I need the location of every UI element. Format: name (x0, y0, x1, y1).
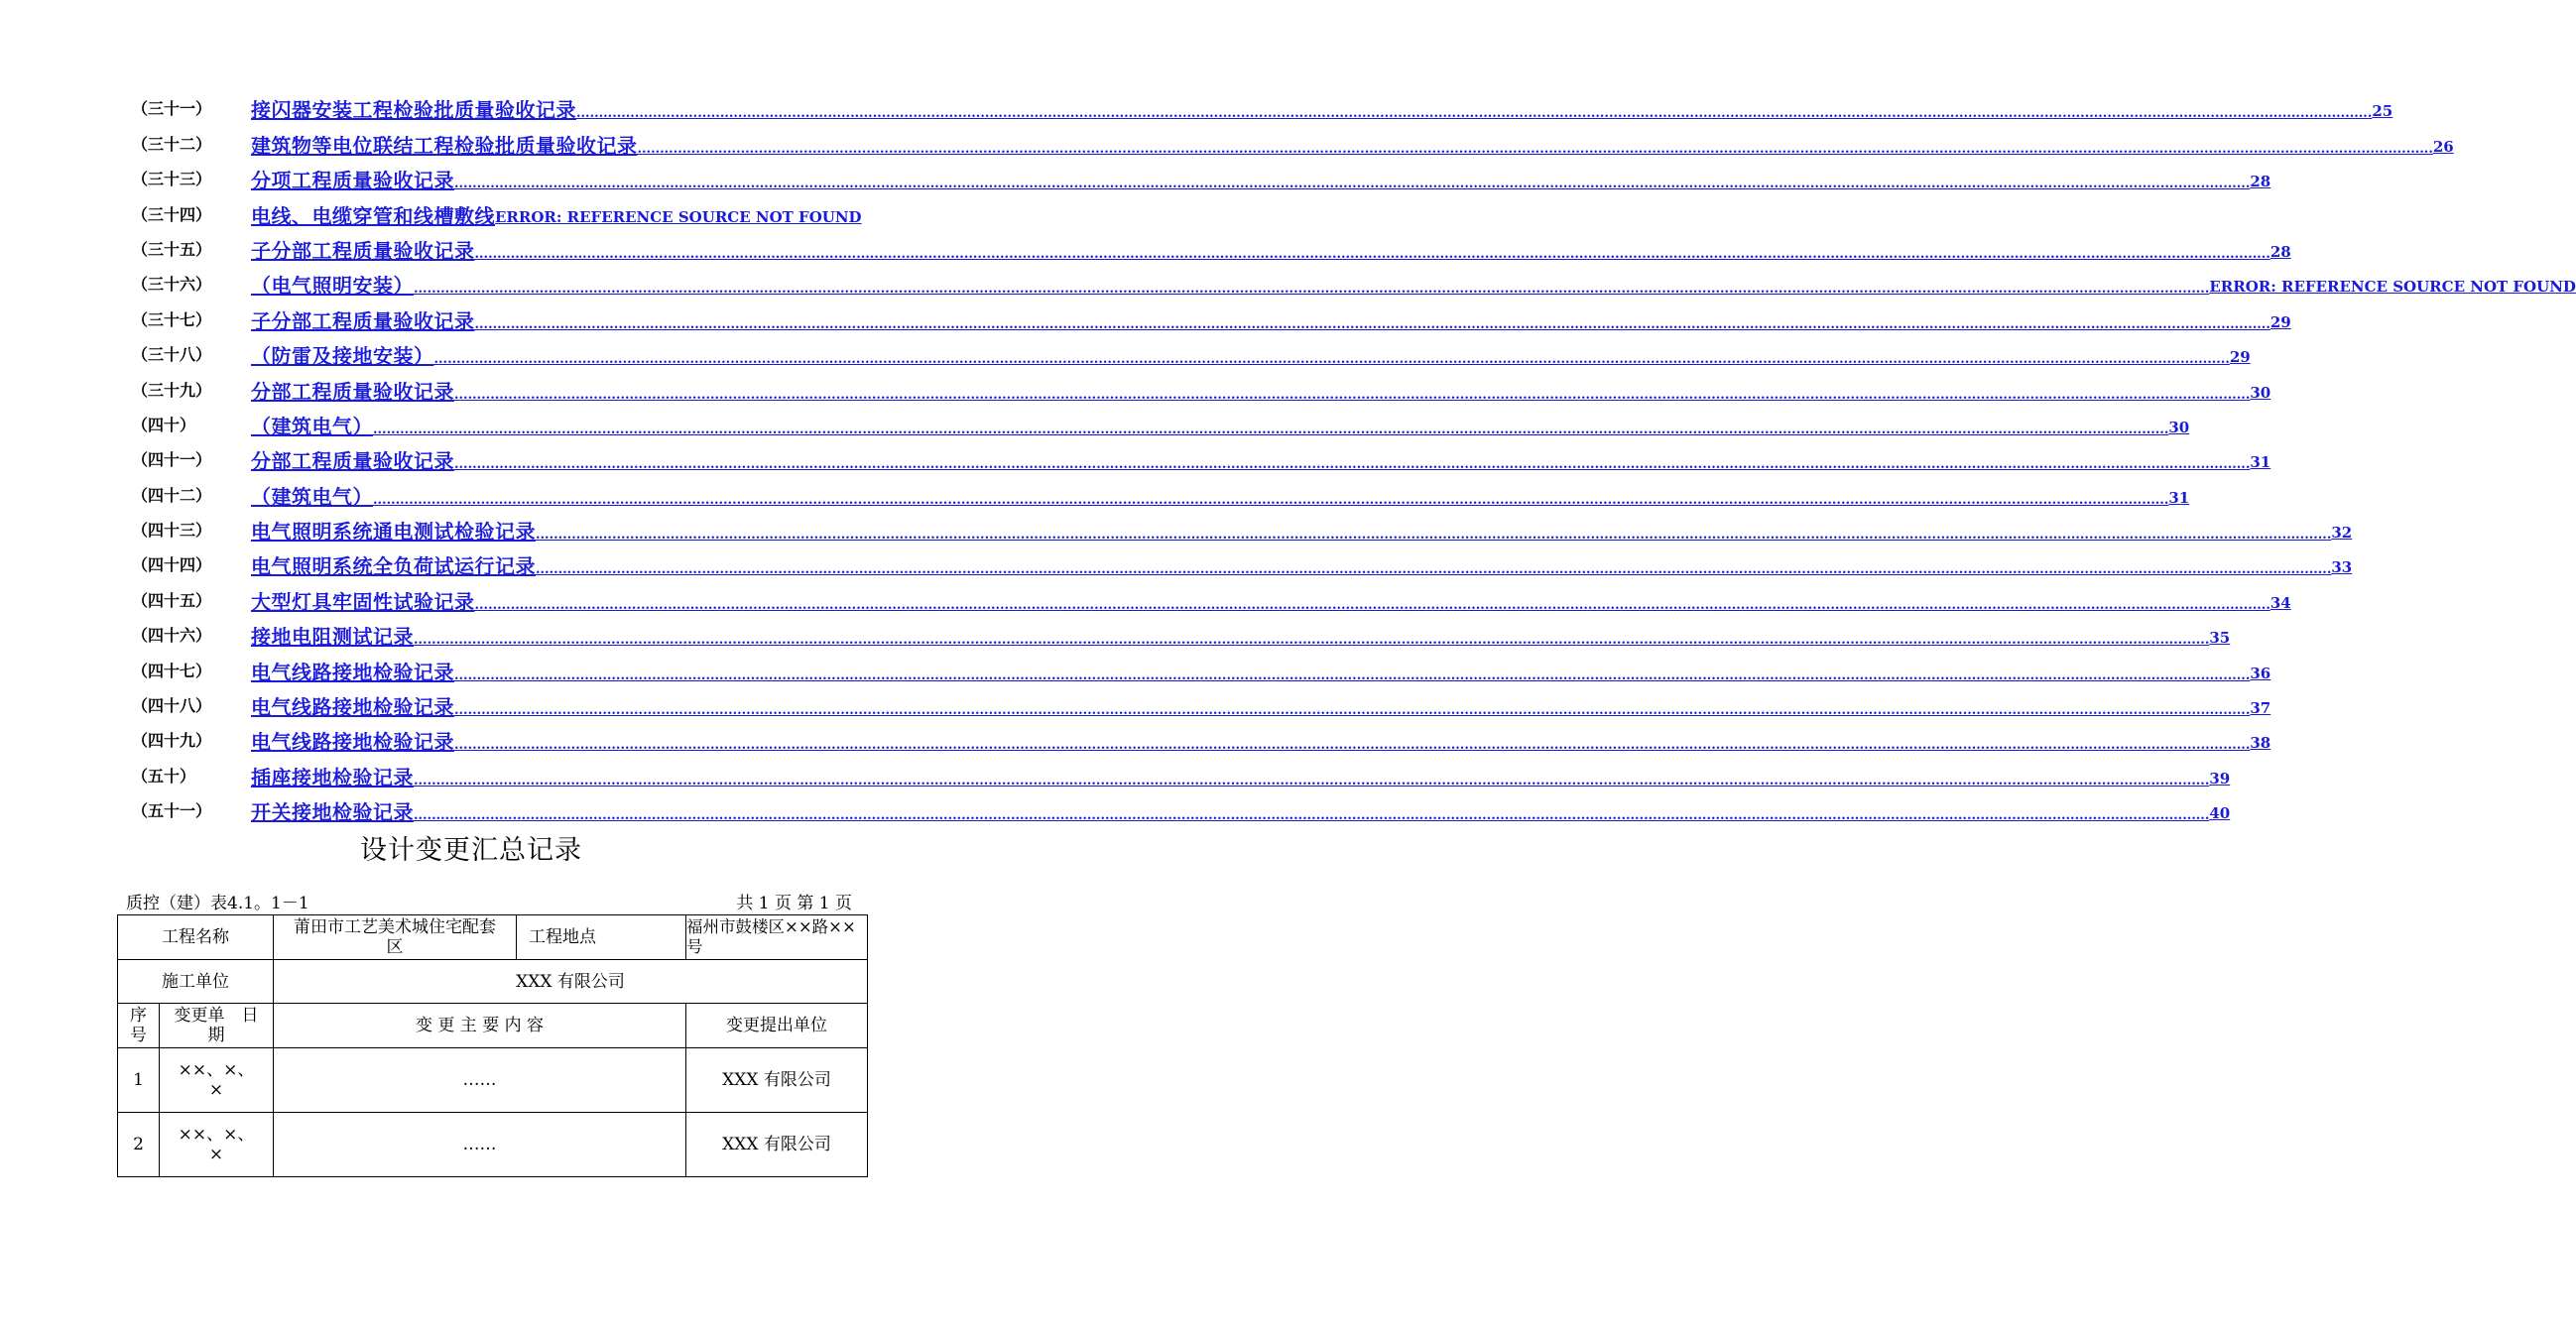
toc-entry (132, 159, 2271, 193)
toc-entry (132, 264, 2576, 299)
toc-entry-page: 40 (2209, 804, 2231, 823)
toc-entry-title: 接地电阻测试记录 (251, 625, 414, 650)
header-seq: 序号 (118, 1004, 160, 1048)
toc-dot-leader: ................................................................................................................................................................................................................................................................................................................................................................................................................ (474, 316, 2270, 332)
toc-entry-link[interactable] (251, 550, 2353, 579)
toc-entry-title: 电气照明系统全负荷试运行记录 (251, 554, 536, 579)
toc-entry-number: （三十九） (132, 380, 212, 400)
toc-entry-number: （五十一） (132, 801, 212, 821)
section-title: 设计变更汇总记录 (360, 835, 582, 866)
row-seq: 1 (118, 1048, 160, 1113)
toc-entry (132, 579, 2291, 614)
toc-dot-leader: ................................................................................................................................................................................................................................................................................................................................................................................................................ (474, 246, 2270, 262)
toc-entry (132, 334, 2251, 369)
toc-entry (132, 790, 2231, 825)
row-unit: XXX 有限公司 (686, 1113, 868, 1177)
toc-entry-number: （四十五） (132, 590, 212, 610)
table-row (118, 1113, 868, 1177)
toc-entry-number: （五十） (132, 766, 196, 786)
row-date: ××、×、× (160, 1113, 274, 1177)
toc-entry-number: （四十） (132, 415, 196, 434)
toc-entry-number: （四十一） (132, 450, 212, 470)
toc-dot-leader: ................................................................................................................................................................................................................................................................................................................................................................................................................ (454, 667, 2251, 683)
toc-dot-leader: ................................................................................................................................................................................................................................................................................................................................................................................................................ (414, 808, 2210, 824)
toc-entry-link[interactable] (251, 621, 2231, 650)
toc-dot-leader: ................................................................................................................................................................................................................................................................................................................................................................................................................ (536, 562, 2332, 578)
header-unit: 变更提出单位 (686, 1004, 868, 1048)
toc-entry-title: 开关接地检验记录 (251, 800, 414, 825)
toc-entry-title: 电气线路接地检验记录 (251, 660, 454, 684)
toc-entry-number: （三十六） (132, 275, 212, 295)
toc-entry-title: 子分部工程质量验收记录 (251, 238, 475, 263)
toc-entry (132, 299, 2291, 333)
toc-entry-title: 电气线路接地检验记录 (251, 695, 454, 720)
toc-entry (132, 123, 2454, 158)
location-label: 工程地点 (517, 915, 686, 960)
toc-dot-leader: ................................................................................................................................................................................................................................................................................................................................................................................................................ (637, 141, 2433, 157)
toc-entry-title: 接闪器安装工程检验批质量验收记录 (251, 98, 576, 123)
toc-dot-leader: ................................................................................................................................................................................................................................................................................................................................................................................................................ (414, 773, 2210, 788)
toc-entry-title: 建筑物等电位联结工程检验批质量验收记录 (251, 133, 638, 158)
toc-entry (132, 685, 2271, 720)
toc-entry-link[interactable] (251, 586, 2291, 615)
toc-entry-link[interactable] (251, 691, 2271, 720)
toc-entry-link[interactable] (251, 130, 2454, 159)
toc-entry-link[interactable] (251, 165, 2271, 193)
toc-entry-link[interactable] (251, 200, 862, 229)
toc-entry (132, 650, 2271, 684)
toc-entry-title: （建筑电气） (251, 484, 373, 509)
toc-entry-link[interactable] (251, 340, 2251, 369)
toc-entry-number: （三十一） (132, 99, 212, 119)
toc-entry-page: 30 (2168, 418, 2190, 436)
toc-entry-number: （三十四） (132, 204, 212, 224)
toc-entry (132, 405, 2190, 439)
toc-entry-title: 子分部工程质量验收记录 (251, 308, 475, 333)
toc-entry-link[interactable] (251, 376, 2271, 405)
toc-entry-link[interactable] (251, 305, 2291, 334)
table-row (118, 915, 868, 960)
contractor-label: 施工单位 (118, 960, 274, 1004)
toc-entry-number: （四十九） (132, 731, 212, 751)
table-row (118, 960, 868, 1004)
toc-entry-page: 36 (2250, 664, 2271, 682)
toc-entry-title: 分部工程质量验收记录 (251, 449, 454, 474)
toc-entry-link[interactable] (251, 796, 2231, 825)
form-code: 质控（建）表4.1。1－1 (126, 894, 309, 913)
toc-entry-page: 31 (2250, 453, 2271, 472)
toc-dot-leader: ................................................................................................................................................................................................................................................................................................................................................................................................................ (454, 703, 2251, 719)
toc-dot-leader: ................................................................................................................................................................................................................................................................................................................................................................................................................ (454, 738, 2251, 754)
toc-entry-link[interactable] (251, 657, 2271, 685)
toc-dot-leader: ................................................................................................................................................................................................................................................................................................................................................................................................................ (433, 352, 2230, 368)
toc-entry-number: （四十三） (132, 521, 212, 541)
toc-dot-leader: ................................................................................................................................................................................................................................................................................................................................................................................................................ (373, 422, 2169, 437)
toc-entry-link[interactable] (251, 726, 2271, 755)
toc-entry-link[interactable] (251, 411, 2190, 439)
toc-entry-page: 26 (2432, 137, 2454, 156)
toc-dot-leader: ................................................................................................................................................................................................................................................................................................................................................................................................................ (454, 457, 2251, 473)
toc-entry-title: 分部工程质量验收记录 (251, 379, 454, 404)
toc-entry (132, 369, 2271, 404)
toc-entry-link[interactable] (251, 445, 2271, 474)
toc-entry (132, 229, 2291, 264)
toc-entry-page: 32 (2331, 524, 2353, 543)
toc-dot-leader: ................................................................................................................................................................................................................................................................................................................................................................................................................ (576, 106, 2373, 122)
toc-entry-link[interactable] (251, 235, 2291, 264)
page-count: 共 1 页 第 1 页 (736, 894, 852, 913)
toc-entry-title: （电气照明安装） (251, 274, 414, 299)
toc-entry-title: 插座接地检验记录 (251, 765, 414, 789)
toc-entry-page: 37 (2250, 699, 2271, 718)
toc-entry-link[interactable] (251, 762, 2231, 790)
toc-entry-page: 33 (2331, 558, 2353, 577)
toc-entry-title: 分项工程质量验收记录 (251, 169, 454, 193)
toc-entry-title: （建筑电气） (251, 414, 373, 438)
toc-entry-number: （三十二） (132, 134, 212, 154)
table-row (118, 1048, 868, 1113)
table-header-row (118, 1004, 868, 1048)
toc-entry (132, 755, 2231, 789)
row-unit: XXX 有限公司 (686, 1048, 868, 1113)
toc-dot-leader: ................................................................................................................................................................................................................................................................................................................................................................................................................ (454, 387, 2251, 403)
toc-dot-leader: ................................................................................................................................................................................................................................................................................................................................................................................................................ (454, 177, 2251, 192)
toc-entry-page: 25 (2372, 102, 2393, 121)
toc-entry-number: （三十七） (132, 309, 212, 329)
toc-entry-page: 28 (2269, 242, 2291, 261)
toc-entry (132, 720, 2271, 755)
toc-entry-number: （三十八） (132, 345, 212, 365)
toc-entry-page: 29 (2269, 312, 2291, 331)
toc-entry-title: 电气线路接地检验记录 (251, 730, 454, 755)
toc-entry (132, 88, 2393, 123)
toc-entry-number: （三十三） (132, 170, 212, 189)
toc-entry-number: （四十六） (132, 626, 212, 646)
toc-entry-link[interactable] (251, 481, 2190, 510)
header-content: 变 更 主 要 内 容 (274, 1004, 686, 1048)
toc-entry-title: 电线、电缆穿管和线槽敷线 (251, 203, 495, 228)
toc-entry-page: 35 (2209, 629, 2231, 648)
toc-entry-link[interactable] (251, 270, 2576, 299)
toc-entry-number: （四十四） (132, 555, 212, 575)
design-change-table (117, 914, 868, 1177)
toc-entry-number: （四十二） (132, 485, 212, 505)
toc-entry-page: 30 (2250, 383, 2271, 402)
toc-entry (132, 439, 2271, 474)
toc-entry-title: （防雷及接地安装） (251, 344, 434, 369)
toc-dot-leader: ................................................................................................................................................................................................................................................................................................................................................................................................................ (536, 528, 2332, 544)
header-date: 变更单 日期 (160, 1004, 274, 1048)
toc-entry-page: ERROR: REFERENCE SOURCE NOT FOUND (495, 207, 862, 226)
toc-entry-number: （三十五） (132, 239, 212, 259)
row-date: ××、×、× (160, 1048, 274, 1113)
toc-entry-page: 31 (2168, 488, 2190, 507)
toc-entry (132, 510, 2353, 545)
toc-entry-link[interactable] (251, 516, 2353, 545)
toc-entry-number: （四十八） (132, 696, 212, 716)
contractor-value: XXX 有限公司 (274, 960, 868, 1004)
location-value: 福州市鼓楼区××路××号 (686, 915, 868, 960)
toc-entry-page: ERROR: REFERENCE SOURCE NOT FOUND (2209, 278, 2576, 297)
toc-entry (132, 193, 862, 228)
toc-entry-number: （四十七） (132, 661, 212, 680)
project-name-label: 工程名称 (118, 915, 274, 960)
row-content: …… (274, 1113, 686, 1177)
toc-dot-leader: ................................................................................................................................................................................................................................................................................................................................................................................................................ (414, 282, 2210, 298)
toc-entry (132, 615, 2231, 650)
toc-entry-page: 34 (2269, 593, 2291, 612)
toc-entry-page: 29 (2229, 348, 2251, 367)
toc-entry-title: 大型灯具牢固性试验记录 (251, 589, 475, 614)
toc-entry-page: 28 (2250, 173, 2271, 191)
toc-dot-leader: ................................................................................................................................................................................................................................................................................................................................................................................................................ (373, 492, 2169, 508)
toc-entry-page: 39 (2209, 769, 2231, 788)
toc-entry-page: 38 (2250, 734, 2271, 753)
project-name-value: 莆田市工艺美术城住宅配套区 (274, 915, 517, 960)
table-of-contents (132, 88, 2576, 825)
toc-entry-title: 电气照明系统通电测试检验记录 (251, 520, 536, 545)
toc-entry (132, 545, 2353, 579)
toc-dot-leader: ................................................................................................................................................................................................................................................................................................................................................................................................................ (474, 597, 2270, 613)
row-seq: 2 (118, 1113, 160, 1177)
toc-entry (132, 474, 2190, 509)
toc-entry-link[interactable] (251, 94, 2393, 123)
toc-dot-leader: ................................................................................................................................................................................................................................................................................................................................................................................................................ (414, 633, 2210, 649)
row-content: …… (274, 1048, 686, 1113)
